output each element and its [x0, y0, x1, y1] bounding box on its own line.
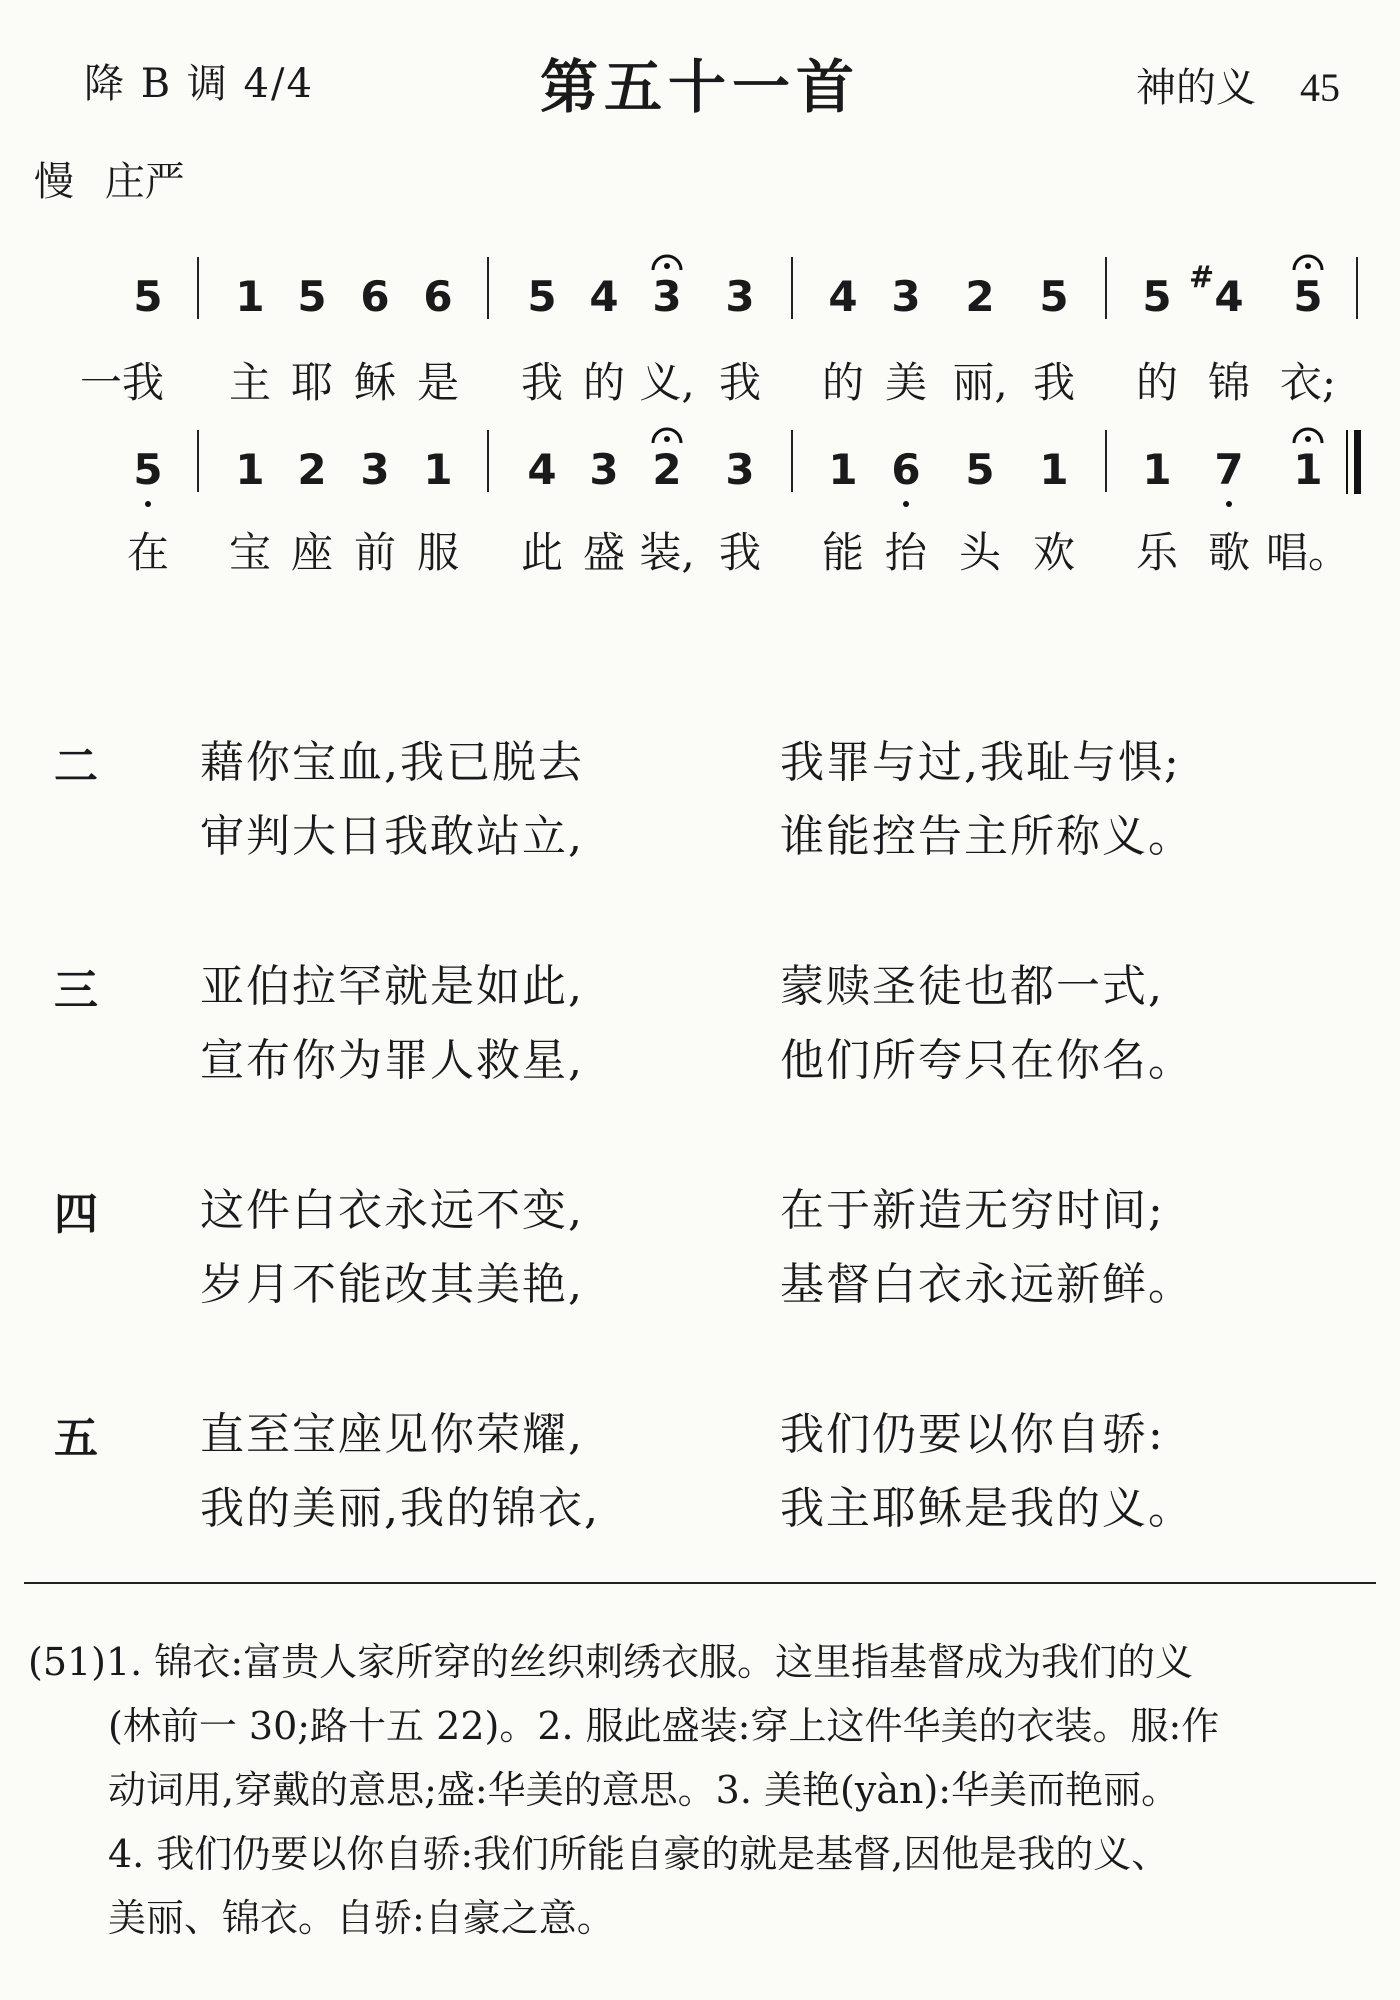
barline — [197, 257, 199, 319]
note: 3 — [725, 445, 755, 494]
lyric-syllable: 抬 — [884, 528, 928, 577]
note: 3 — [652, 272, 682, 321]
final-barline-thick — [1354, 430, 1361, 494]
verse-line: 我们仍要以你自骄: — [780, 1409, 1165, 1460]
octave-dot-below — [1226, 501, 1232, 507]
note: 1 — [1039, 445, 1069, 494]
hymn-title: 第五十一首 — [539, 53, 860, 121]
verse-line: 这件白衣永远不变, — [200, 1185, 584, 1236]
octave-dot-below — [145, 501, 151, 507]
verse-line: 我主耶稣是我的义。 — [780, 1483, 1194, 1534]
verse-line: 岁月不能改其美艳, — [200, 1259, 584, 1310]
note: 3 — [725, 272, 755, 321]
verse-line: 审判大日我敢站立, — [200, 811, 584, 862]
verse-line: 基督白衣永远新鲜。 — [780, 1259, 1194, 1310]
category-label: 神的义 — [1136, 65, 1256, 111]
footnote — [28, 1630, 1378, 1950]
lyric-syllable: 乐 — [1135, 528, 1179, 577]
note: 1 — [423, 445, 453, 494]
note: 5 — [1293, 272, 1323, 321]
note: 3 — [589, 445, 619, 494]
note: 1 — [235, 272, 265, 321]
lyric-syllable: 的 — [582, 358, 626, 407]
lyric-syllable: 美 — [884, 358, 928, 407]
verse-line: 宣布你为罪人救星, — [200, 1035, 584, 1086]
lyric-syllable: 唱。 — [1265, 528, 1351, 577]
lyric-syllable: 欢 — [1032, 528, 1076, 577]
footnote-line: (51)1. 锦衣:富贵人家所穿的丝织刺绣衣服。这里指基督成为我们的义 — [28, 1640, 1194, 1684]
barline — [487, 430, 489, 492]
footnote-line: 美丽、锦衣。自骄:自豪之意。 — [108, 1896, 615, 1940]
lyric-syllable: 装, — [639, 528, 695, 577]
verse-line: 在于新造无穷时间; — [780, 1185, 1165, 1236]
lyric-syllable: 我 — [718, 528, 762, 577]
lyric-syllable: 我 — [1032, 358, 1076, 407]
lyric-syllable: 主 — [228, 358, 272, 407]
lyric-syllable: 歌 — [1207, 528, 1251, 577]
fermata-icon — [650, 423, 684, 447]
verse-line: 藉你宝血,我已脱去 — [200, 737, 584, 788]
note: 3 — [891, 272, 921, 321]
verse-line: 谁能控告主所称义。 — [780, 811, 1194, 862]
verse-number: 五 — [54, 1413, 98, 1464]
lyric-syllable: 能 — [821, 528, 865, 577]
tempo-marking: 慢 庄严 — [34, 159, 185, 205]
note: 1 — [1142, 445, 1172, 494]
footnote-divider — [24, 1582, 1376, 1584]
lyric-syllable: 一我 — [79, 358, 165, 407]
lyric-syllable: 义, — [639, 358, 695, 407]
note: 5 — [133, 445, 163, 494]
verse-number: 四 — [54, 1189, 98, 1240]
note: 4 — [1214, 272, 1244, 321]
barline — [197, 430, 199, 492]
note: 5 — [1142, 272, 1172, 321]
fermata-icon — [1291, 423, 1325, 447]
barline — [487, 257, 489, 319]
note: 1 — [235, 445, 265, 494]
note: 4 — [527, 445, 557, 494]
note: 5 — [965, 445, 995, 494]
lyric-syllable: 前 — [353, 528, 397, 577]
note: 7 — [1214, 445, 1244, 494]
barline — [1105, 430, 1107, 492]
lyric-syllable: 是 — [416, 358, 460, 407]
verse-line: 我罪与过,我耻与惧; — [780, 737, 1181, 788]
lyric-syllable: 在 — [126, 528, 170, 577]
note: 6 — [423, 272, 453, 321]
lyric-syllable: 头 — [958, 528, 1002, 577]
note: 5 — [1039, 272, 1069, 321]
note: 6 — [891, 445, 921, 494]
lyric-syllable: 锦 — [1207, 358, 1251, 407]
note: 1 — [828, 445, 858, 494]
note: 6 — [360, 272, 390, 321]
footnote-line: (林前一 30;路十五 22)。2. 服此盛装:穿上这件华美的衣装。服:作 — [108, 1704, 1220, 1748]
barline — [1356, 257, 1358, 319]
lyric-syllable: 此 — [520, 528, 564, 577]
lyric-syllable: 丽, — [952, 358, 1008, 407]
verse-line: 亚伯拉罕就是如此, — [200, 961, 584, 1012]
page-number: 45 — [1300, 65, 1340, 110]
lyric-syllable: 我 — [718, 358, 762, 407]
barline — [1105, 257, 1107, 319]
key-signature: 降 B 调 4/4 — [84, 61, 314, 107]
note: 2 — [652, 445, 682, 494]
lyric-syllable: 的 — [821, 358, 865, 407]
note: 4 — [828, 272, 858, 321]
verse-number: 二 — [54, 741, 98, 792]
barline — [791, 257, 793, 319]
sharp-sign: # — [1189, 260, 1215, 295]
verse-line: 我的美丽,我的锦衣, — [200, 1483, 600, 1534]
note: 4 — [589, 272, 619, 321]
note: 2 — [297, 445, 327, 494]
lyric-syllable: 稣 — [353, 358, 397, 407]
verse-number: 三 — [54, 965, 98, 1016]
lyric-syllable: 宝 — [228, 528, 272, 577]
lyric-syllable: 我 — [520, 358, 564, 407]
note: 1 — [1293, 445, 1323, 494]
barline — [791, 430, 793, 492]
verse-line: 蒙赎圣徒也都一式, — [780, 961, 1164, 1012]
lyric-syllable: 盛 — [582, 528, 626, 577]
note: 5 — [297, 272, 327, 321]
lyric-syllable: 衣; — [1279, 358, 1337, 407]
footnote-line: 4. 我们仍要以你自骄:我们所能自豪的就是基督,因他是我的义、 — [108, 1832, 1170, 1876]
music-score — [0, 0, 1400, 600]
fermata-icon — [650, 250, 684, 274]
verse-line: 直至宝座见你荣耀, — [200, 1409, 584, 1460]
lyric-syllable: 的 — [1135, 358, 1179, 407]
note: 2 — [965, 272, 995, 321]
fermata-icon — [1291, 250, 1325, 274]
note: 3 — [360, 445, 390, 494]
footnote-line: 动词用,穿戴的意思;盛:华美的意思。3. 美艳(yàn):华美而艳丽。 — [108, 1768, 1180, 1812]
final-barline-thin — [1346, 430, 1348, 494]
note: 5 — [527, 272, 557, 321]
lyric-syllable: 耶 — [290, 358, 334, 407]
verse-line: 他们所夸只在你名。 — [780, 1035, 1194, 1086]
note: 5 — [133, 272, 163, 321]
lyric-syllable: 服 — [416, 528, 460, 577]
octave-dot-below — [903, 501, 909, 507]
lyric-syllable: 座 — [290, 528, 334, 577]
